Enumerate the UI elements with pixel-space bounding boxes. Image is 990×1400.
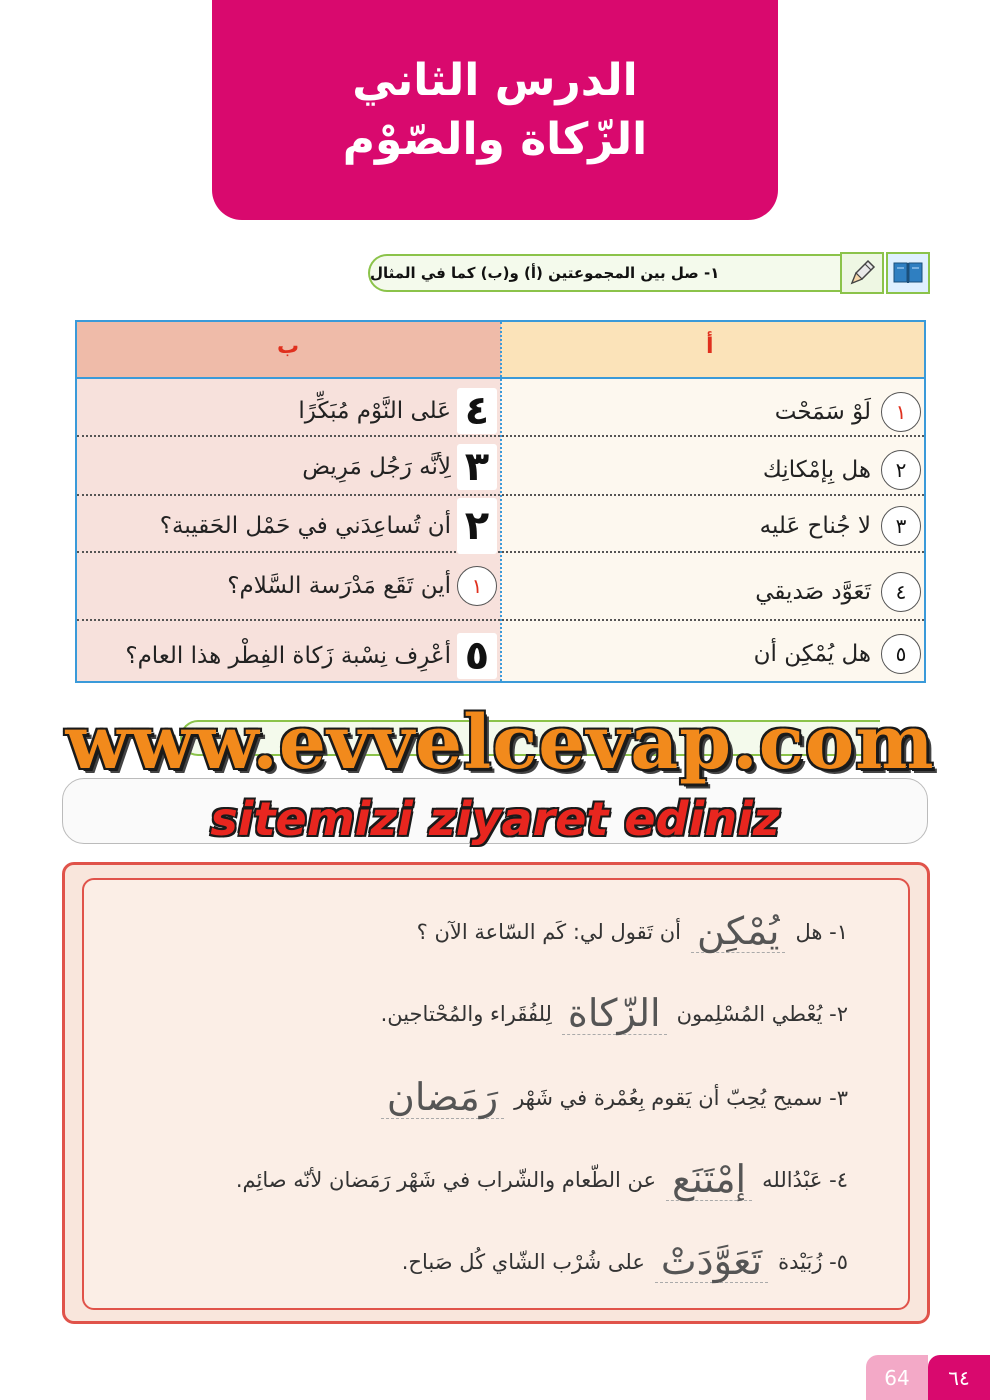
answer-fill[interactable]: تَعَوَّدَتْ (655, 1241, 768, 1284)
answer-prefix: ٣- سميح يُحِبّ أن يَقوم بِعُمْرة في شَهْر (514, 1086, 848, 1110)
lesson-title: الزّكاة والصّوْم (342, 114, 648, 165)
row-b-text: عَلى النَّوْم مُبَكِّرًا (298, 398, 451, 424)
exercise1-instruction: ١- صل بين المجموعتين (أ) و(ب) كما في المثال (370, 264, 720, 282)
row-a-4 (517, 568, 921, 616)
column-divider (500, 322, 502, 681)
answer-line-2 (381, 986, 848, 1042)
answer-fill[interactable]: الزّكاة (562, 993, 667, 1036)
row-b-5 (97, 632, 497, 680)
row-a-3 (517, 502, 921, 550)
answer-fill[interactable]: إمْتَنَع (666, 1159, 752, 1202)
row-b-text: أعْرِف نِسْبة زَكاة الفِطْر هذا العام؟ (125, 643, 451, 669)
column-b-header (77, 322, 501, 379)
row-a-number: ٣ (881, 506, 921, 546)
row-b-3 (97, 498, 497, 554)
row-a-text: هل بِإمْكانِك (762, 457, 871, 483)
pencil-icon (840, 252, 884, 294)
answer-box[interactable]: ٤ (457, 388, 497, 434)
row-a-number: ٤ (881, 572, 921, 612)
answer-prefix: ٤- عَبْدُالله (762, 1168, 848, 1192)
answer-suffix: على شُرْب الشّاي كُل صَباح. (401, 1250, 645, 1274)
watermark-slogan: sitemizi ziyaret ediniz (210, 792, 780, 846)
answer-line-1 (417, 904, 848, 960)
answer-box[interactable]: ٥ (457, 633, 497, 679)
row-a-2 (517, 446, 921, 494)
row-separator (77, 494, 924, 496)
row-b-1 (97, 386, 497, 436)
answer-box[interactable]: ٣ (457, 444, 497, 490)
row-separator (77, 619, 924, 621)
column-a-label: أ (706, 334, 714, 359)
answer-prefix: ٢- يُعْطي المُسْلِمون (676, 1002, 848, 1026)
row-a-text: لا جُناح عَليه (759, 513, 871, 539)
answer-line-4 (236, 1152, 848, 1208)
row-a-number: ٢ (881, 450, 921, 490)
page-number-arabic: ٦٤ (928, 1355, 990, 1400)
row-a-text: هل يُمْكِن أن (753, 641, 871, 667)
row-a-1 (517, 388, 921, 436)
row-b-4 (97, 562, 497, 610)
column-a-header (501, 322, 924, 379)
answer-prefix: ١- هل (795, 920, 848, 944)
exercise1-instruction-bar (368, 254, 880, 292)
row-a-number: ٥ (881, 634, 921, 674)
answer-suffix: عن الطّعام والشّراب في شَهْر رَمَضان لأنّه صائِم. (235, 1168, 657, 1192)
row-a-text: تَعَوَّد صَديقي (755, 579, 871, 605)
row-b-text: أين تَقَع مَدْرَسة السَّلام؟ (227, 573, 451, 599)
row-a-text: لَوْ سَمَحْت (774, 399, 871, 425)
book-icon (886, 252, 930, 294)
answer-prefix: ٥- زُبَيْدة (778, 1250, 848, 1274)
row-b-text: لِأنَّه رَجُل مَرِيض (302, 454, 451, 480)
answer-line-3 (371, 1070, 848, 1126)
row-b-2 (97, 440, 497, 494)
answer-fill[interactable]: يُمْكِن (691, 911, 785, 954)
column-b-label: ب (277, 334, 300, 359)
answer-box[interactable]: ٢ (457, 498, 497, 554)
answer-suffix: أن تَقول لي: كَم السّاعة الآن ؟ (416, 920, 682, 944)
row-a-5 (517, 630, 921, 678)
lesson-title-banner (212, 0, 778, 220)
watermark-url: www.evvelcevap.com (65, 700, 935, 786)
matching-table (75, 320, 926, 683)
answer-suffix: لِلفُقَراء والمُحْتاجين. (380, 1002, 552, 1026)
row-a-number: ١ (881, 392, 921, 432)
lesson-number: الدرس الثاني (352, 54, 638, 106)
answer-fill[interactable]: رَمَضان (381, 1077, 504, 1120)
page-number-latin: 64 (866, 1355, 928, 1400)
answer-line-5 (402, 1234, 848, 1290)
row-b-text: أن تُساعِدَني في حَمْل الحَقيبة؟ (159, 513, 451, 539)
row-b-number: ١ (457, 566, 497, 606)
